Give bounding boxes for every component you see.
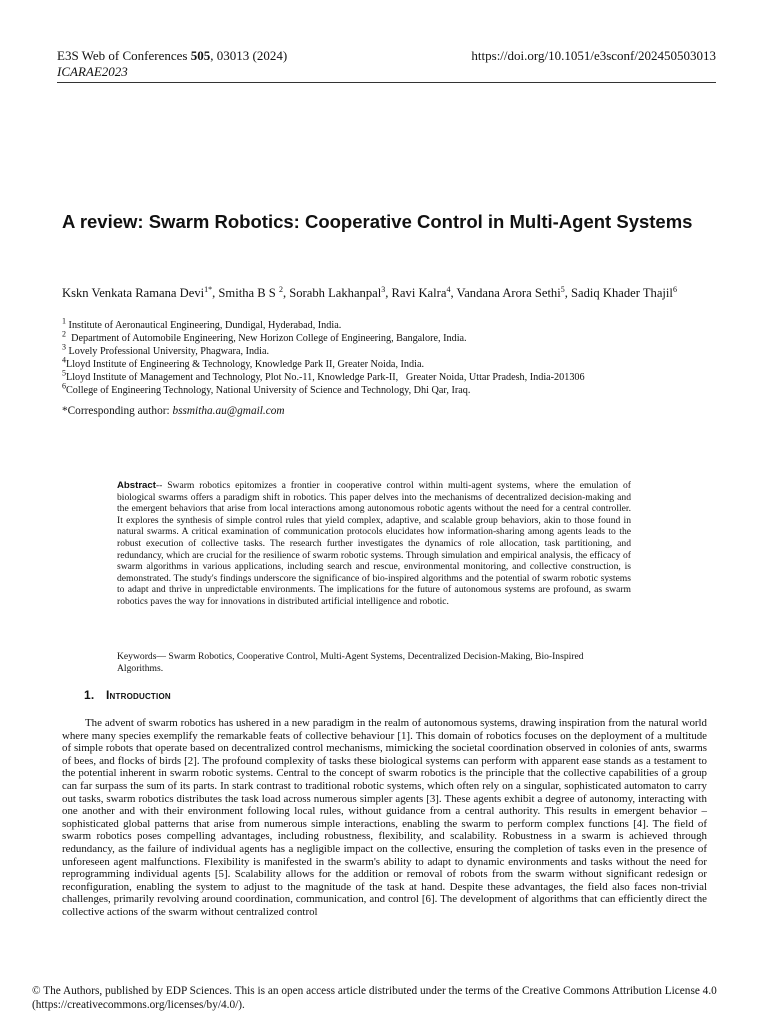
affiliation: $^6$College of Engineering Technology, National University of Science and Technology, Dhi Qar, Iraq.	[62, 381, 471, 396]
running-header	[57, 48, 716, 80]
corresponding-label: *Corresponding author:	[62, 405, 173, 417]
abstract-text: -- Swarm robotics epitomizes a frontier in cooperative control within multi-agent systems, where the emulation of biological swarms offers a paradigm shift in robotics. This paper delves into the mechanisms of decentralized decision-making and the emergent behaviors that arise from local interactions among autonomous robotic agents without the need for a central controller. It explores the synthesis of simple control rules that yield complex, adaptive, and scalable group behaviors, akin to those found in natural swarms. A critical examination of communication protocols elucidates how information-sharing among agents leads to the robust execution of collective tasks. The research further investigates the dynamics of role allocation, task partitioning, and redundancy, which are crucial for the resilience of swarm robotic systems. Through simulation and empirical analysis, the efficacy of swarm algorithms in various applications, including search and rescue, environmental monitoring, and collective construction, is demonstrated. The study's findings underscore the significance of bio-inspired algorithms and the potential of swarm robotic systems to adapt and thrive in unpredictable environments. The implications for the future of autonomous systems are profound, as swarm robotics paves the way for innovations in distributed artificial intelligence and robotic.	[117, 480, 631, 607]
corresponding-email-link[interactable]: bssmitha.au@gmail.com	[172, 405, 285, 417]
author: Vandana Arora Sethi$^5$	[456, 284, 565, 300]
affiliation: $^3$ Lovely Professional University, Phagwara, India.	[62, 342, 270, 357]
author: Sorabh Lakhanpal$^3$	[289, 284, 386, 300]
affiliation: $^5$Lloyd Institute of Management and Technology, Plot No.-11, Knowledge Park-II, Greater Noida, Uttar Pradesh, India-201306	[62, 368, 585, 383]
author: Sadiq Khader Thajil$^6$	[571, 284, 677, 300]
affiliation: $^2$ Department of Automobile Engineering, New Horizon College of Engineering, Bangalore, India.	[62, 329, 467, 344]
doi-link[interactable]: https://doi.org/10.1051/e3sconf/202450503013	[471, 48, 716, 63]
affiliation-list	[62, 316, 712, 397]
section-number: 1.	[84, 688, 95, 702]
author: Ravi Kalra$^4$	[391, 284, 451, 300]
abstract	[117, 480, 631, 608]
abstract-label: Abstract	[117, 480, 156, 491]
author: Kskn Venkata Ramana Devi$^{1*}$	[62, 284, 213, 300]
license-footer: © The Authors, published by EDP Sciences. This is an open access article distributed under the terms of the Creative Commons Attribution License 4.0 (https://creativecommons.org/licenses/by/4.0/).	[32, 985, 717, 1011]
affiliation: $^1$ Institute of Aeronautical Engineering, Dundigal, Hyderabad, India.	[62, 316, 342, 331]
paper-title: A review: Swarm Robotics: Cooperative Control in Multi-Agent Systems	[62, 211, 693, 232]
keywords: Keywords— Swarm Robotics, Cooperative Control, Multi-Agent Systems, Decentralized Decision-Making, Bio-Inspired Algorithms.	[117, 651, 584, 674]
volume-number: 505	[190, 48, 211, 63]
journal-citation: E3S Web of Conferences 505, 03013 (2024)	[57, 48, 288, 63]
section-title: Introduction	[106, 688, 171, 702]
corresponding-author	[62, 404, 285, 418]
conference-name: ICARAE2023	[57, 64, 128, 79]
author: Smitha B S $^2$	[218, 284, 283, 300]
header-divider	[57, 82, 716, 83]
affiliation: $^4$Lloyd Institute of Engineering & Technology, Knowledge Park II, Greater Noida, India.	[62, 355, 425, 370]
section-heading-introduction	[84, 688, 171, 702]
author-list: Kskn Venkata Ramana Devi$^{1*}$, Smitha B S $^2$, Sorabh Lakhanpal$^3$, Ravi Kalra$^4$, Vandana Arora Sethi$^5$, Sadiq Khader Thajil$^6$	[62, 284, 677, 300]
introduction-paragraph: The advent of swarm robotics has ushered in a new paradigm in the realm of autonomous systems, drawing inspiration from the natural world where many species exemplify the remarkable feats of collective behaviour [1]. This domain of robotics focuses on the deployment of a multitude of simple robots that operate based on decentralized control mechanisms, mimicking the societal coordination observed in colonies of ants, swarms of bees, and flocks of birds [2]. The profound complexity of tasks these biological systems can perform with apparent ease stands as a testament to the potential inherent in swarm robotic systems. Central to the concept of swarm robotics is the principle that the collective capabilities of a group can far surpass the sum of its parts. In stark contrast to traditional robotic systems, which often rely on a singular, sophisticated automaton to carry out tasks, swarm robotics distributes the task load across numerous simpler agents [3]. These agents exhibit a degree of autonomy, interacting with one another and with their environment following local rules, without guidance from a central authority. This results in emergent behavior – sophisticated global patterns that arise from numerous simple interactions, enabling the swarm to perform complex functions [4]. The field of swarm robotics poses compelling advantages, including robustness, flexibility, and scalability. Robustness in a swarm is achieved through redundancy, as the failure of individual agents has a negligible impact on the collective, ensuring the completion of tasks even in the presence of unforeseen agent malfunctions. Flexibility is manifested in the swarm's ability to adapt to dynamic environments and tasks without the need for reprogramming individual agents [5]. Scalability allows for the addition or removal of robots from the swarm without significant redesign or reconfiguration, enabling the system to adjust to the magnitude of the task at hand. Despite these advantages, the field also faces non-trivial challenges, primarily revolving around coordination, communication, and control [6]. The development of algorithms that can efficiently direct the collective actions of the swarm without centralized control	[62, 717, 707, 918]
